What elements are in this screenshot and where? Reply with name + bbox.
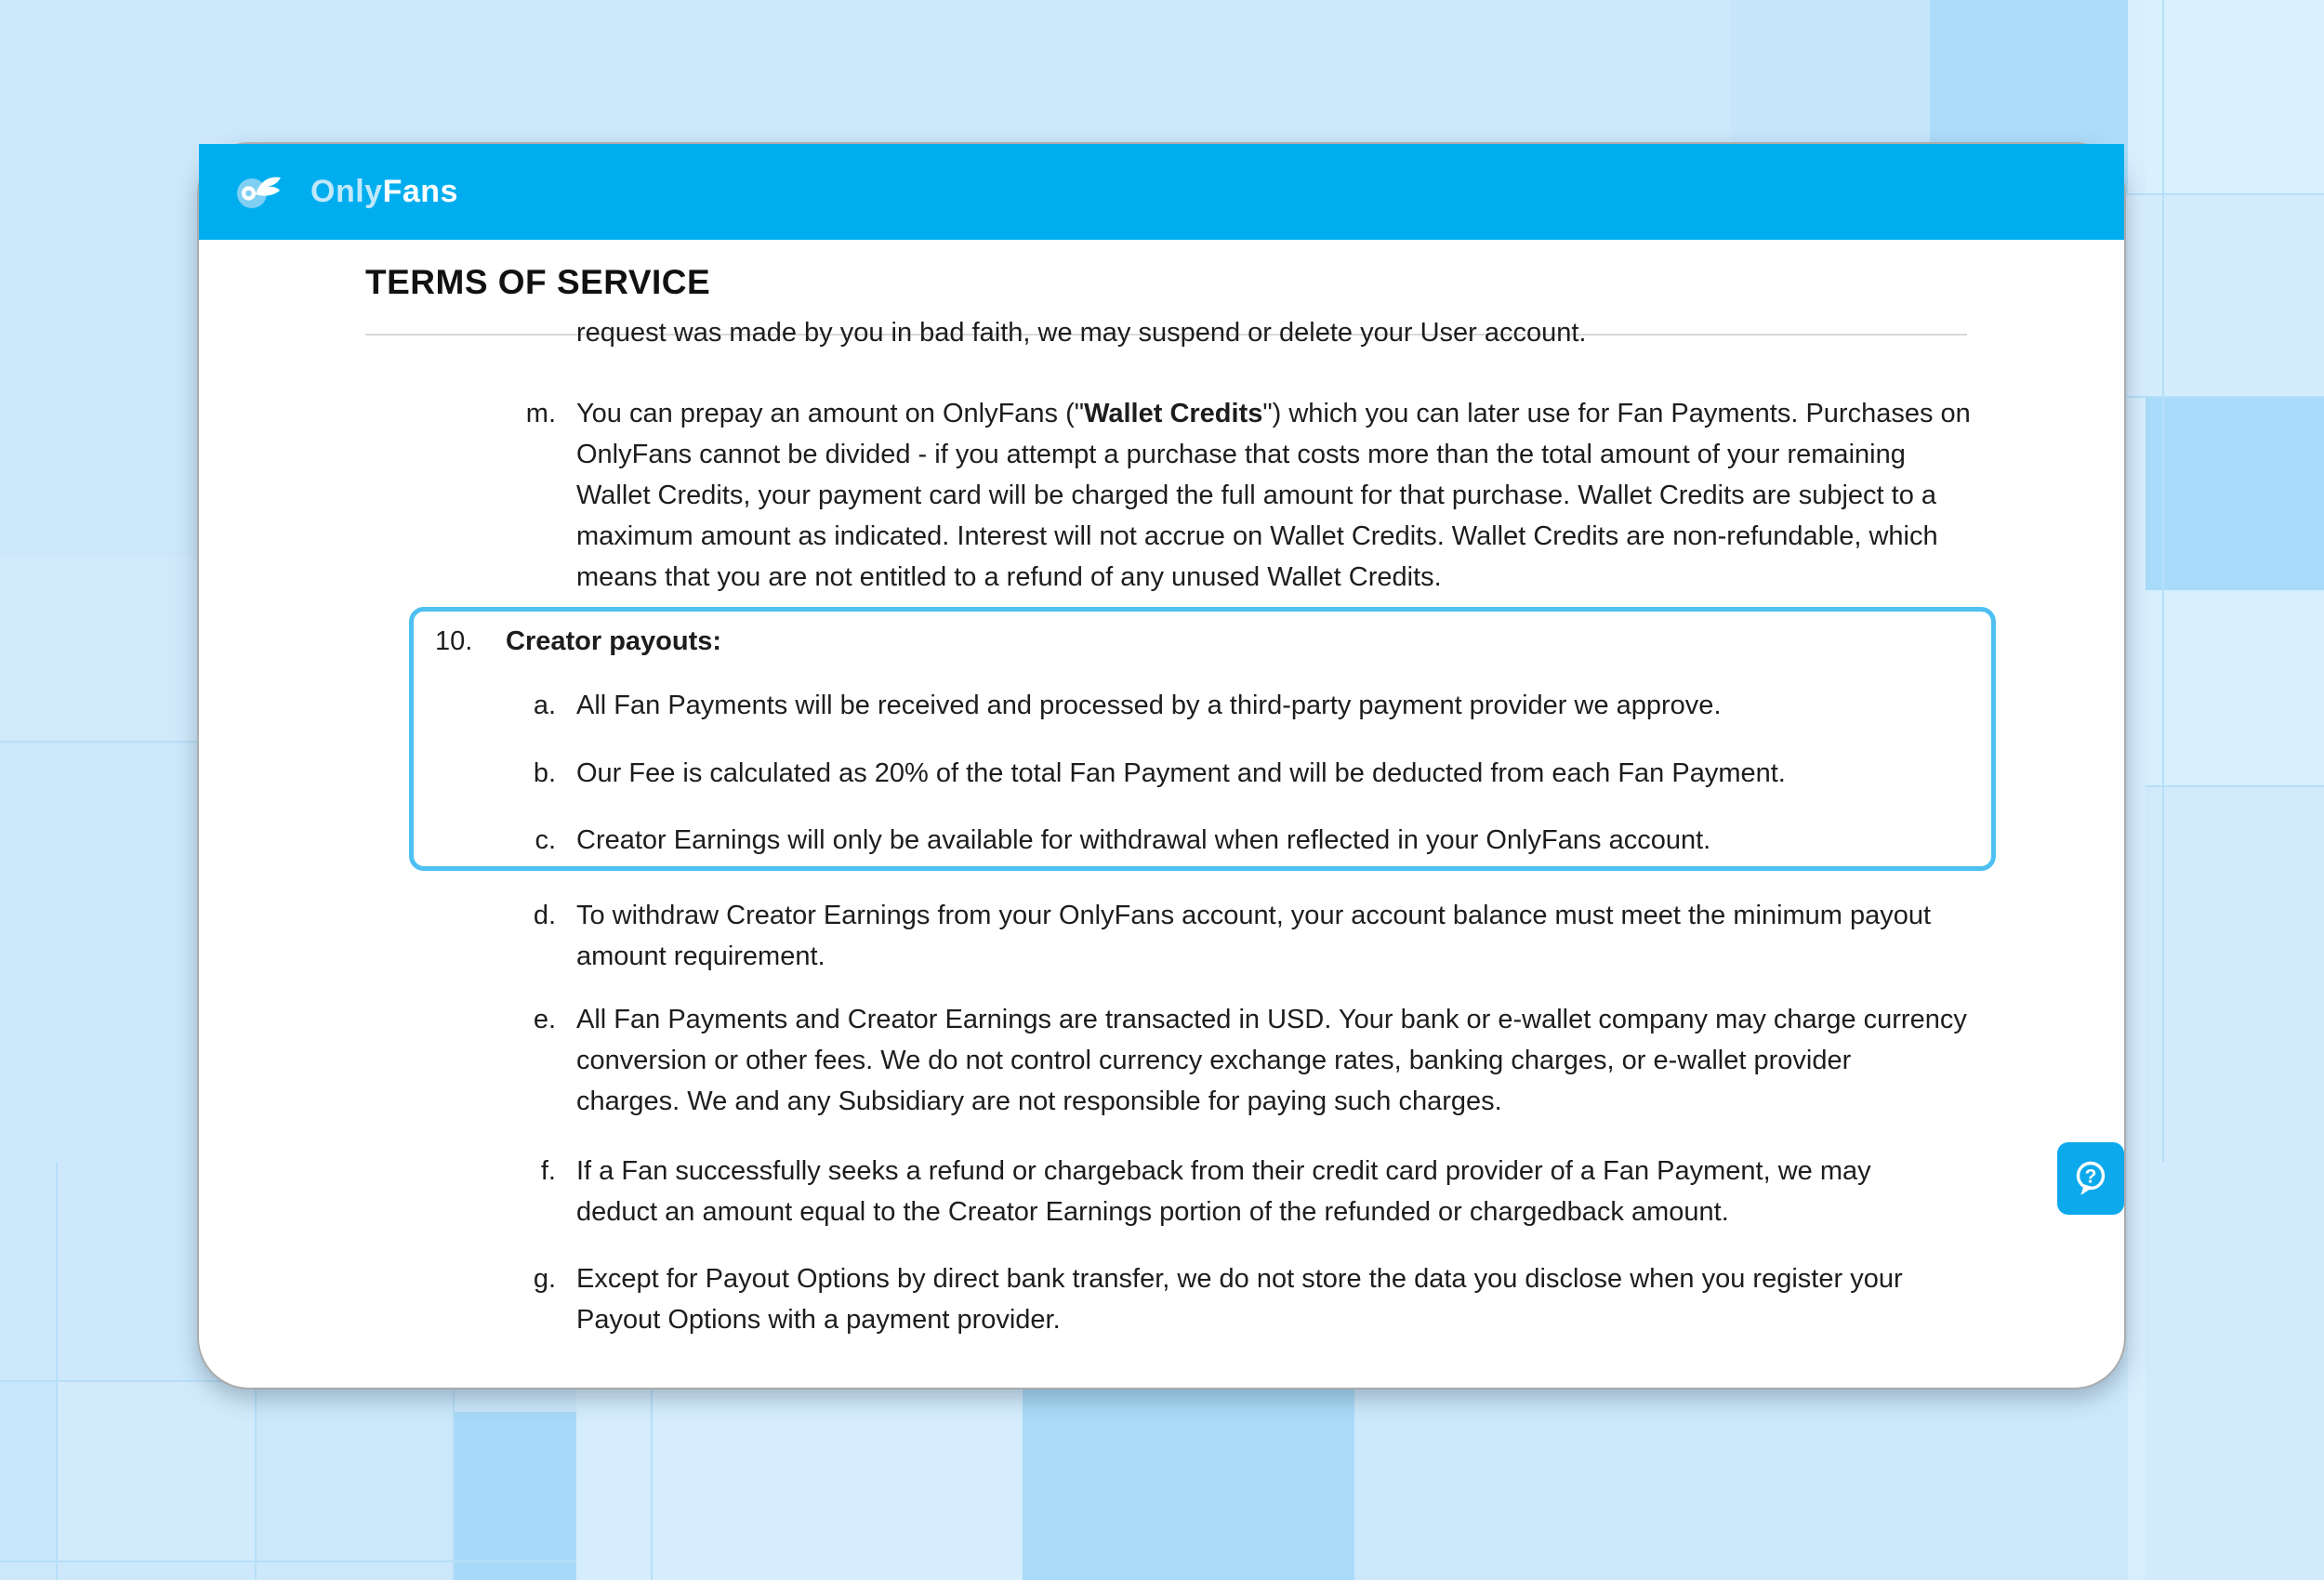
highlighted-section-creator-payouts [409,607,1996,871]
terms-scroll-area[interactable] [365,318,2015,1386]
onlyfans-logo-icon [236,173,288,212]
terms-item [365,895,2015,977]
terms-item [414,753,1991,794]
question-speech-bubble-icon [2068,1156,2113,1201]
item-text: Creator Earnings will only be available for withdrawal when reflected in your OnlyFans account. [576,825,1711,855]
item-text: Except for Payout Options by direct bank transfer, we do not store the data you disclose when you register your Payout Options with a payment provider. [576,1264,1903,1335]
item-marker: a. [533,691,556,720]
item-marker: b. [533,758,556,788]
section-title [414,621,1991,662]
brand-wordmark [310,174,458,210]
terms-item [365,999,2015,1122]
item-marker: e. [533,1005,556,1034]
item-marker: c. [535,825,556,855]
item-text: To withdraw Creator Earnings from your OnlyFans account, your account balance must meet the minimum payout amount requirement. [576,901,1932,971]
item-text: All Fan Payments and Creator Earnings are transacted in USD. Your bank or e-wallet company may charge currency conversion or other fees. We do not control currency exchange rates, banking charges, or e-wallet provider charges. We and any Subsidiary are not responsible for paying such charges. [576,1005,1967,1116]
section-marker: 10. [435,626,473,656]
item-marker: m. [525,399,556,428]
svg-text:?: ? [2084,1165,2097,1188]
section-title-text: Creator payouts: [506,626,722,656]
terms-modal [197,142,2126,1389]
item-text: You can prepay an amount on OnlyFans ("Wallet Credits") which you can later use for Fan Payments. Purchases on OnlyFans cannot be divided - if you attempt a purchase that costs more than the total amount of your remaining Wallet Credits, your payment card will be charged the full amount for that purchase. Wallet Credits are subject to a maximum amount as indicated. Interest will not accrue on Wallet Credits. Wallet Credits are non-refundable, which means that you are not entitled to a refund of any unused Wallet Credits. [576,399,1971,592]
brand-only: Only [310,174,383,209]
terms-item [365,393,2015,598]
terms-item [414,685,1991,726]
item-text: Our Fee is calculated as 20% of the total Fan Payment and will be deducted from each Fan Payment. [576,758,1786,788]
clipped-previous-line: request was made by you in bad faith, we may suspend or delete your User account. [576,318,1587,348]
item-marker: f. [540,1156,556,1186]
terms-item [414,820,1991,861]
app-header [199,144,2124,240]
item-marker: g. [533,1264,556,1294]
brand-fans: Fans [382,174,458,209]
item-marker: d. [533,901,556,930]
page-title: TERMS OF SERVICE [365,263,711,301]
help-button[interactable] [2057,1142,2124,1215]
item-text: If a Fan successfully seeks a refund or chargeback from their credit card provider of a Fan Payment, we may deduct an amount equal to the Creator Earnings portion of the refunded or chargedback amount. [576,1156,1871,1227]
terms-item [365,1151,2015,1232]
item-text: All Fan Payments will be received and processed by a third-party payment provider we approve. [576,691,1722,720]
terms-item [365,1258,2015,1340]
